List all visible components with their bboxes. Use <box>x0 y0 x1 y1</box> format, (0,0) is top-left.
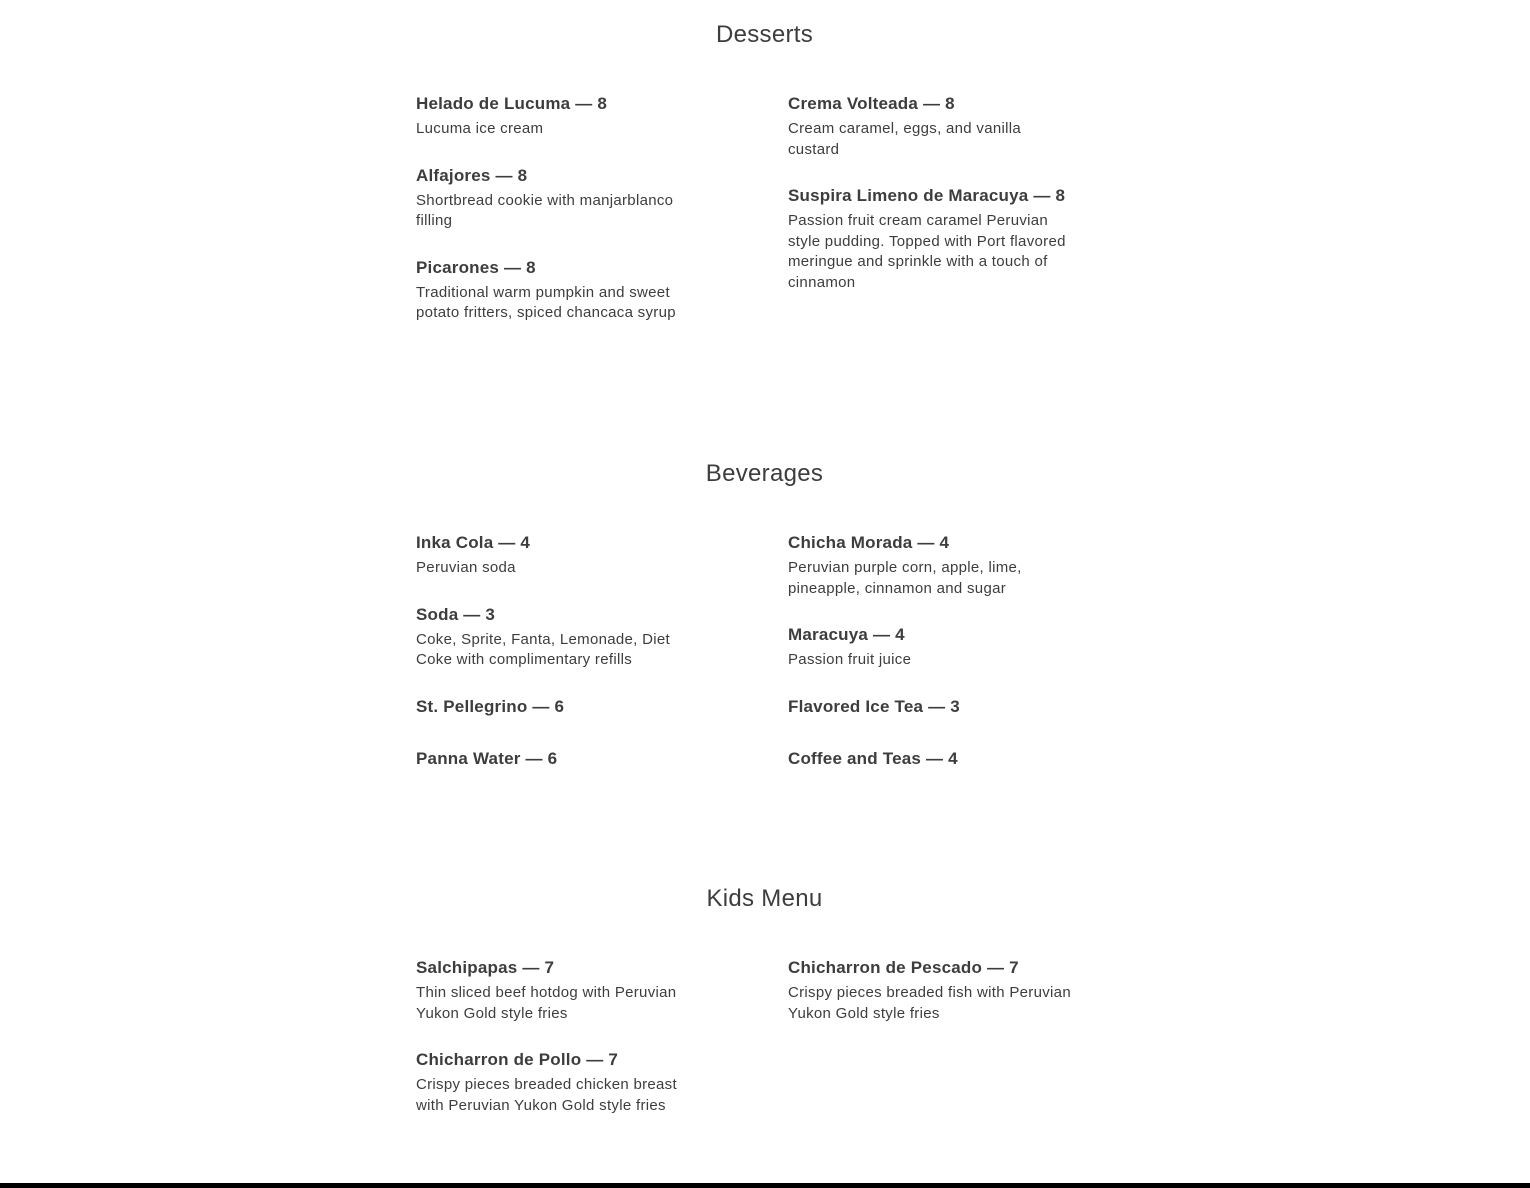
menu-item-description: Passion fruit cream caramel Peruvian style pudding. Topped with Port flavored meringue and sprinkle with a touch of cinnamon <box>788 212 1066 291</box>
menu-item-name: Salchipapas — 7 <box>416 958 555 977</box>
footer-bar <box>0 1183 1530 1188</box>
menu-item <box>416 1049 701 1116</box>
menu-item-name: Panna Water — 6 <box>416 748 558 768</box>
menu-item-name: Inka Cola — 4 <box>416 533 531 552</box>
menu-item-name: Helado de Lucuma — 8 <box>416 94 608 113</box>
menu-item-name: Coffee and Teas — 4 <box>788 748 958 768</box>
menu-item-name: Picarones — 8 <box>416 257 536 277</box>
menu-item <box>416 957 701 1024</box>
menu-column-right <box>788 532 1073 800</box>
menu-item <box>416 604 701 671</box>
menu-item <box>416 696 701 718</box>
menu-item <box>788 748 1073 770</box>
menu-item-name: Flavored Ice Tea — 3 <box>788 696 960 716</box>
menu-item <box>788 532 1073 599</box>
menu-item-name: Suspira Limeno de Maracuya — 8 <box>788 186 1066 205</box>
menu-item-name: Soda — 3 <box>416 604 496 624</box>
menu-item-description: Lucuma ice cream <box>416 120 544 137</box>
menu-item <box>788 696 1073 718</box>
menu-item <box>788 93 1073 160</box>
section-title: Beverages <box>705 460 824 487</box>
section-title: Kids Menu <box>706 885 823 912</box>
menu-item-description: Crispy pieces breaded fish with Peruvian Yukon Gold style fries <box>788 984 1071 1022</box>
menu-item-name: Alfajores — 8 <box>416 165 528 185</box>
menu-item-description: Traditional warm pumpkin and sweet potato fritters, spiced chancaca syrup <box>416 283 676 321</box>
menu-column-left <box>416 532 701 800</box>
menu-item <box>788 185 1073 293</box>
menu-item <box>788 957 1073 1024</box>
menu-item-description: Cream caramel, eggs, and vanilla custard <box>788 120 1022 158</box>
menu-item-description: Peruvian soda <box>416 559 516 576</box>
menu-item-name: Chicharron de Pollo — 7 <box>416 1050 619 1069</box>
menu-item-description: Coke, Sprite, Fanta, Lemonade, Diet Coke with complimentary refills <box>416 630 670 668</box>
menu-item <box>416 748 701 770</box>
menu-column-right <box>788 93 1073 318</box>
menu-item-description: Shortbread cookie with manjarblanco filling <box>416 191 674 229</box>
menu-item-name: Maracuya — 4 <box>788 625 905 644</box>
menu-item-description: Passion fruit juice <box>788 651 912 668</box>
menu-item-name: Chicha Morada — 4 <box>788 533 950 552</box>
menu-item-name: St. Pellegrino — 6 <box>416 696 565 716</box>
menu-item-description: Peruvian purple corn, apple, lime, pineapple, cinnamon and sugar <box>788 559 1022 597</box>
menu-item-name: Chicharron de Pescado — 7 <box>788 958 1019 977</box>
menu-item-description: Crispy pieces breaded chicken breast with Peruvian Yukon Gold style fries <box>416 1076 677 1114</box>
menu-column-left <box>416 93 701 349</box>
menu-column-right <box>788 957 1073 1049</box>
menu-item-name: Crema Volteada — 8 <box>788 94 955 113</box>
menu-column-left <box>416 957 701 1141</box>
menu-item <box>416 165 701 232</box>
menu-item <box>416 532 701 579</box>
menu-item <box>788 624 1073 671</box>
menu-item <box>416 93 701 140</box>
menu-item <box>416 257 701 324</box>
menu-item-description: Thin sliced beef hotdog with Peruvian Yukon Gold style fries <box>416 984 677 1022</box>
section-title: Desserts <box>715 21 814 48</box>
